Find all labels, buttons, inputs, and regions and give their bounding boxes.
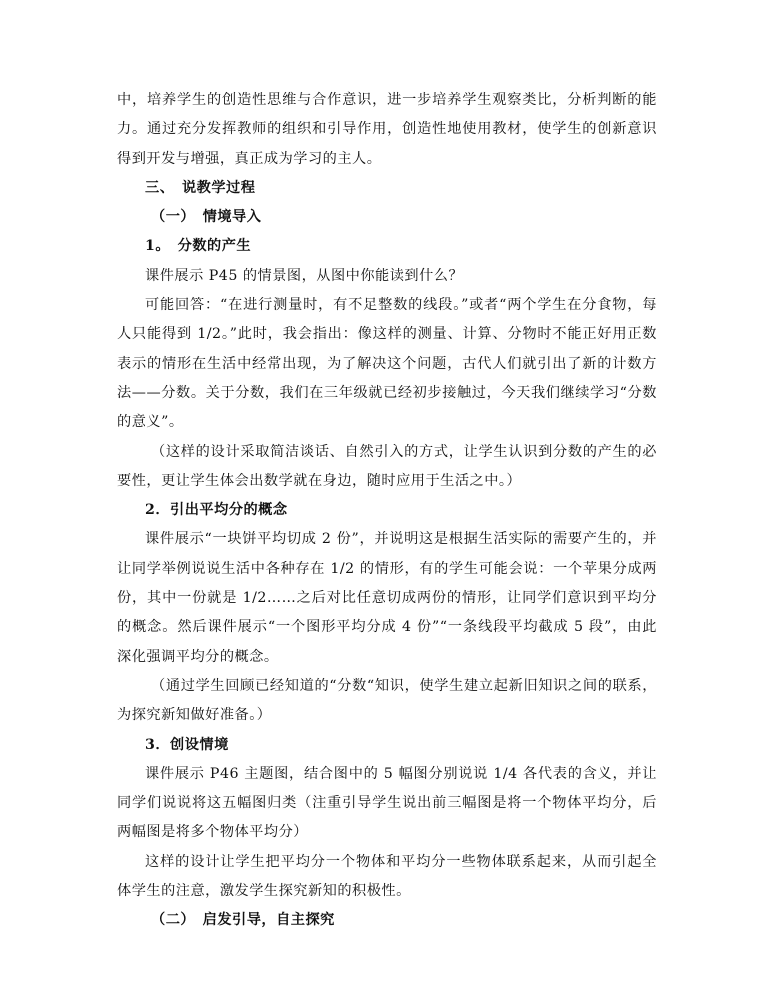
paragraph-design-note-2: （通过学生回顾已经知道的“分数“知识，使学生建立起新旧知识之间的联系，为探究新知做好准备。） [117, 677, 657, 724]
paragraph-intro-continuation: 中，培养学生的创造性思维与合作意识，进一步培养学生观察类比，分析判断的能力。通过充分发挥教师的组织和引导作用，创造性地使用教材，使学生的创新意识得到开发与增强，真正成为学习的主人。 [117, 92, 657, 167]
paragraph-possible-answers: 可能回答：“在进行测量时，有不足整数的线段。”或者“两个学生在分食物，每人只能得到 1/2。”此时，我会指出：像这样的测量、计算、分物时不能正好用正数表示的情形在生活中经常出现，为了解决这个问题，古代人们就引出了新的计数方法——分数。关于分数，我们在三年级就已经初步接触过，今天我们继续学习“分数的意义”。 [117, 297, 657, 431]
document-body [117, 86, 657, 936]
paragraph-cake-example: 课件展示“一块饼平均切成 2 份”，并说明这是根据生活实际的需要产生的，并让同学举例说说生活中各种存在 1/2 的情形，有的学生可能会说：一个苹果分成两份，其中一份就是 1/2……之后对比任意切成两份的情形，让同学们意识到平均分的概念。然后课件展示“一个图形平均分成 4 份”“一条线段平均截成 5 段”，由此深化强调平均分的概念。 [117, 531, 657, 665]
heading-guided-exploration: （二） 启发引导，自主探究 [151, 912, 335, 929]
paragraph-courseware-p45: 课件展示 P45 的情景图，从图中你能读到什么？ [145, 267, 464, 284]
paragraph-design-note-3: 这样的设计让学生把平均分一个物体和平均分一些物体联系起来，从而引起全体学生的注意，激发学生探究新知的积极性。 [117, 853, 657, 900]
paragraph-courseware-p46: 课件展示 P46 主题图，结合图中的 5 幅图分别说说 1/4 各代表的含义，并让同学们说说将这五幅图归类（注重引导学生说出前三幅图是将一个物体平均分，后两幅图是将多个物体平均分） [117, 765, 657, 841]
heading-create-situation: 3．创设情境 [145, 736, 229, 753]
heading-origin-of-fractions: 1。 分数的产生 [145, 238, 252, 255]
heading-teaching-process: 三、 说教学过程 [145, 179, 256, 196]
heading-situation-intro: （一） 情境导入 [151, 209, 262, 226]
heading-average-division-concept: 2．引出平均分的概念 [145, 502, 288, 519]
paragraph-design-note-1: （这样的设计采取简洁谈话、自然引入的方式，让学生认识到分数的产生的必要性，更让学生体会出数学就在身边，随时应用于生活之中。） [117, 443, 657, 489]
